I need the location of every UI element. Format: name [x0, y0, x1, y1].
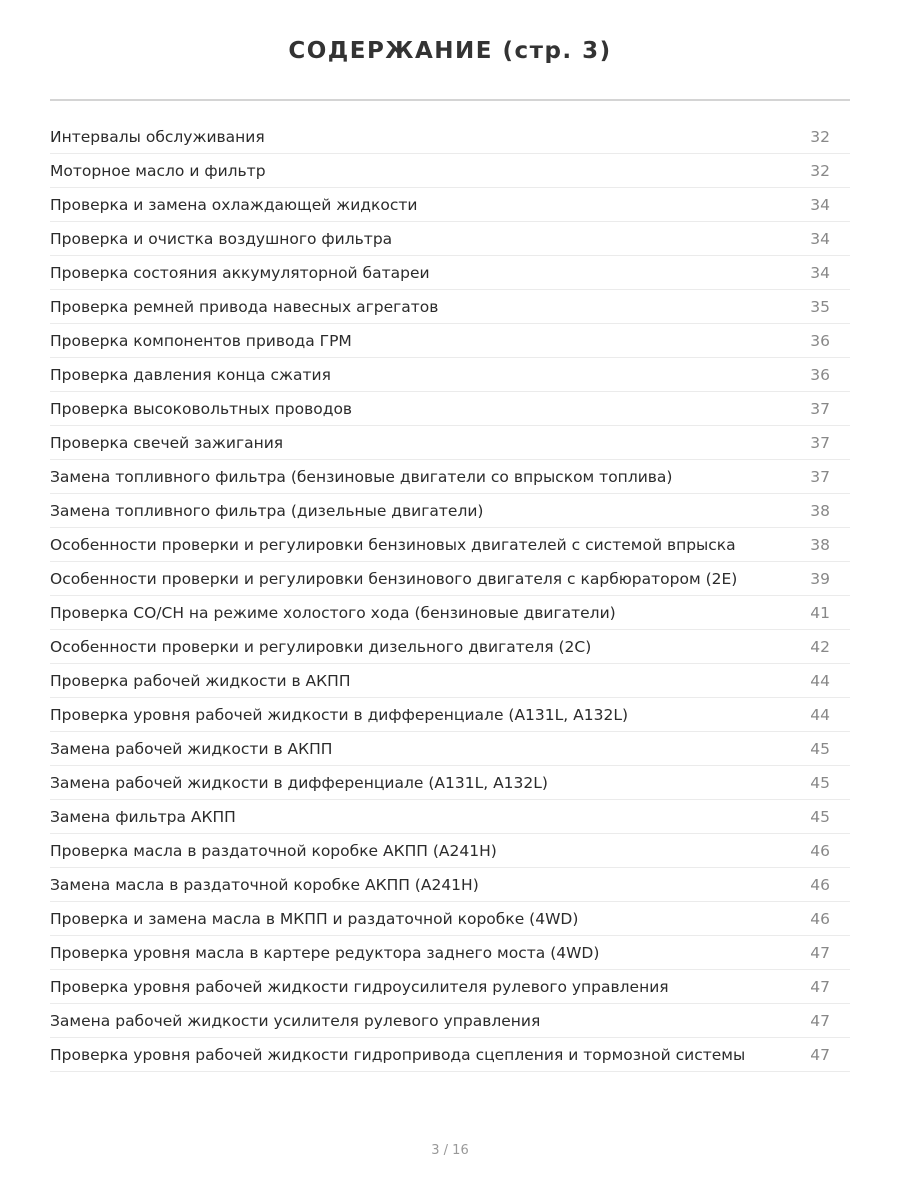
toc-entry-title: Моторное масло и фильтр	[50, 161, 266, 180]
toc-entry-page-number: 34	[810, 229, 830, 248]
toc-entry-page-number: 34	[810, 263, 830, 282]
toc-entry-title: Особенности проверки и регулировки бензинового двигателя с карбюратором (2Е)	[50, 569, 738, 588]
toc-entry-title: Проверка высоковольтных проводов	[50, 399, 353, 418]
toc-entry-title: Замена топливного фильтра (дизельные двигатели)	[50, 501, 484, 520]
toc-entry-page-number: 32	[810, 127, 830, 146]
toc-entry[interactable]	[50, 460, 850, 494]
page-title: СОДЕРЖАНИЕ (стр. 3)	[288, 38, 612, 64]
toc-entry-title: Проверка компонентов привода ГРМ	[50, 331, 352, 350]
toc-entry-page-number: 46	[810, 875, 830, 894]
toc-entry[interactable]	[50, 324, 850, 358]
toc-entry[interactable]	[50, 698, 850, 732]
toc-entry-page-number: 36	[810, 365, 830, 384]
toc-entry[interactable]	[50, 528, 850, 562]
toc-entry-page-number: 44	[810, 671, 830, 690]
toc-entry-page-number: 47	[810, 977, 830, 996]
toc-entry[interactable]	[50, 426, 850, 460]
toc-entry[interactable]	[50, 800, 850, 834]
toc-entry-title: Проверка состояния аккумуляторной батареи	[50, 263, 430, 282]
toc-entry-title: Проверка масла в раздаточной коробке АКПП (А241Н)	[50, 841, 497, 860]
page-number: 3 / 16	[431, 1143, 469, 1158]
toc-entry-title: Проверка и замена масла в МКПП и раздаточной коробке (4WD)	[50, 909, 579, 928]
toc-entry-title: Особенности проверки и регулировки бензиновых двигателей с системой впрыска	[50, 535, 736, 554]
toc-entry[interactable]	[50, 596, 850, 630]
toc-entry[interactable]	[50, 562, 850, 596]
toc-entry-title: Особенности проверки и регулировки дизельного двигателя (2С)	[50, 637, 592, 656]
toc-entry-page-number: 47	[810, 1011, 830, 1030]
toc-entry-page-number: 38	[810, 501, 830, 520]
toc-entry[interactable]	[50, 936, 850, 970]
toc-entry-title: Проверка рабочей жидкости в АКПП	[50, 671, 351, 690]
toc-entry[interactable]	[50, 902, 850, 936]
toc-entry-title: Замена фильтра АКПП	[50, 807, 236, 826]
toc-entry-title: Проверка уровня рабочей жидкости гидроусилителя рулевого управления	[50, 977, 669, 996]
toc-entry-title: Замена масла в раздаточной коробке АКПП (А241Н)	[50, 875, 479, 894]
toc-entry[interactable]	[50, 630, 850, 664]
toc-entry-page-number: 38	[810, 535, 830, 554]
toc-entry[interactable]	[50, 120, 850, 154]
toc-entry-page-number: 37	[810, 399, 830, 418]
toc-entry-title: Проверка ремней привода навесных агрегатов	[50, 297, 439, 316]
toc-entry[interactable]	[50, 154, 850, 188]
toc-entry-page-number: 36	[810, 331, 830, 350]
toc-entry-title: Замена рабочей жидкости в дифференциале (А131L, А132L)	[50, 773, 548, 792]
toc-entry-page-number: 37	[810, 467, 830, 486]
toc-entry[interactable]	[50, 290, 850, 324]
toc-entry-title: Интервалы обслуживания	[50, 127, 265, 146]
toc-entry[interactable]	[50, 766, 850, 800]
toc-entry-page-number: 45	[810, 739, 830, 758]
toc-entry-page-number: 45	[810, 807, 830, 826]
toc-entry-title: Проверка свечей зажигания	[50, 433, 284, 452]
toc-entry[interactable]	[50, 834, 850, 868]
toc-entry-page-number: 44	[810, 705, 830, 724]
toc-entry-page-number: 42	[810, 637, 830, 656]
toc-entry[interactable]	[50, 256, 850, 290]
toc-entry[interactable]	[50, 664, 850, 698]
toc-entry[interactable]	[50, 358, 850, 392]
toc-entry-title: Замена рабочей жидкости в АКПП	[50, 739, 333, 758]
toc-entry-page-number: 47	[810, 1045, 830, 1064]
toc-entry[interactable]	[50, 868, 850, 902]
toc-entry-title: Проверка СО/СН на режиме холостого хода (бензиновые двигатели)	[50, 603, 616, 622]
toc-entry[interactable]	[50, 1004, 850, 1038]
toc-entry-page-number: 45	[810, 773, 830, 792]
toc-entry-page-number: 37	[810, 433, 830, 452]
toc-entry-page-number: 32	[810, 161, 830, 180]
toc-entry-title: Проверка и замена охлаждающей жидкости	[50, 195, 418, 214]
toc-entry-title: Замена рабочей жидкости усилителя рулевого управления	[50, 1011, 541, 1030]
toc-entry-page-number: 35	[810, 297, 830, 316]
toc-entry-title: Замена топливного фильтра (бензиновые двигатели со впрыском топлива)	[50, 467, 673, 486]
toc-entry-title: Проверка уровня масла в картере редуктора заднего моста (4WD)	[50, 943, 600, 962]
table-of-contents	[50, 120, 850, 1072]
toc-entry[interactable]	[50, 494, 850, 528]
toc-entry-page-number: 39	[810, 569, 830, 588]
toc-entry-title: Проверка уровня рабочей жидкости в дифференциале (А131L, А132L)	[50, 705, 629, 724]
title-divider	[50, 99, 850, 101]
toc-entry[interactable]	[50, 222, 850, 256]
toc-entry[interactable]	[50, 392, 850, 426]
toc-entry-title: Проверка уровня рабочей жидкости гидропривода сцепления и тормозной системы	[50, 1045, 746, 1064]
toc-entry[interactable]	[50, 970, 850, 1004]
toc-entry-page-number: 41	[810, 603, 830, 622]
toc-entry-page-number: 46	[810, 909, 830, 928]
toc-entry-page-number: 47	[810, 943, 830, 962]
toc-entry-page-number: 46	[810, 841, 830, 860]
toc-entry[interactable]	[50, 1038, 850, 1072]
toc-entry-title: Проверка и очистка воздушного фильтра	[50, 229, 393, 248]
toc-entry-page-number: 34	[810, 195, 830, 214]
toc-entry-title: Проверка давления конца сжатия	[50, 365, 331, 384]
toc-entry[interactable]	[50, 188, 850, 222]
toc-entry[interactable]	[50, 732, 850, 766]
